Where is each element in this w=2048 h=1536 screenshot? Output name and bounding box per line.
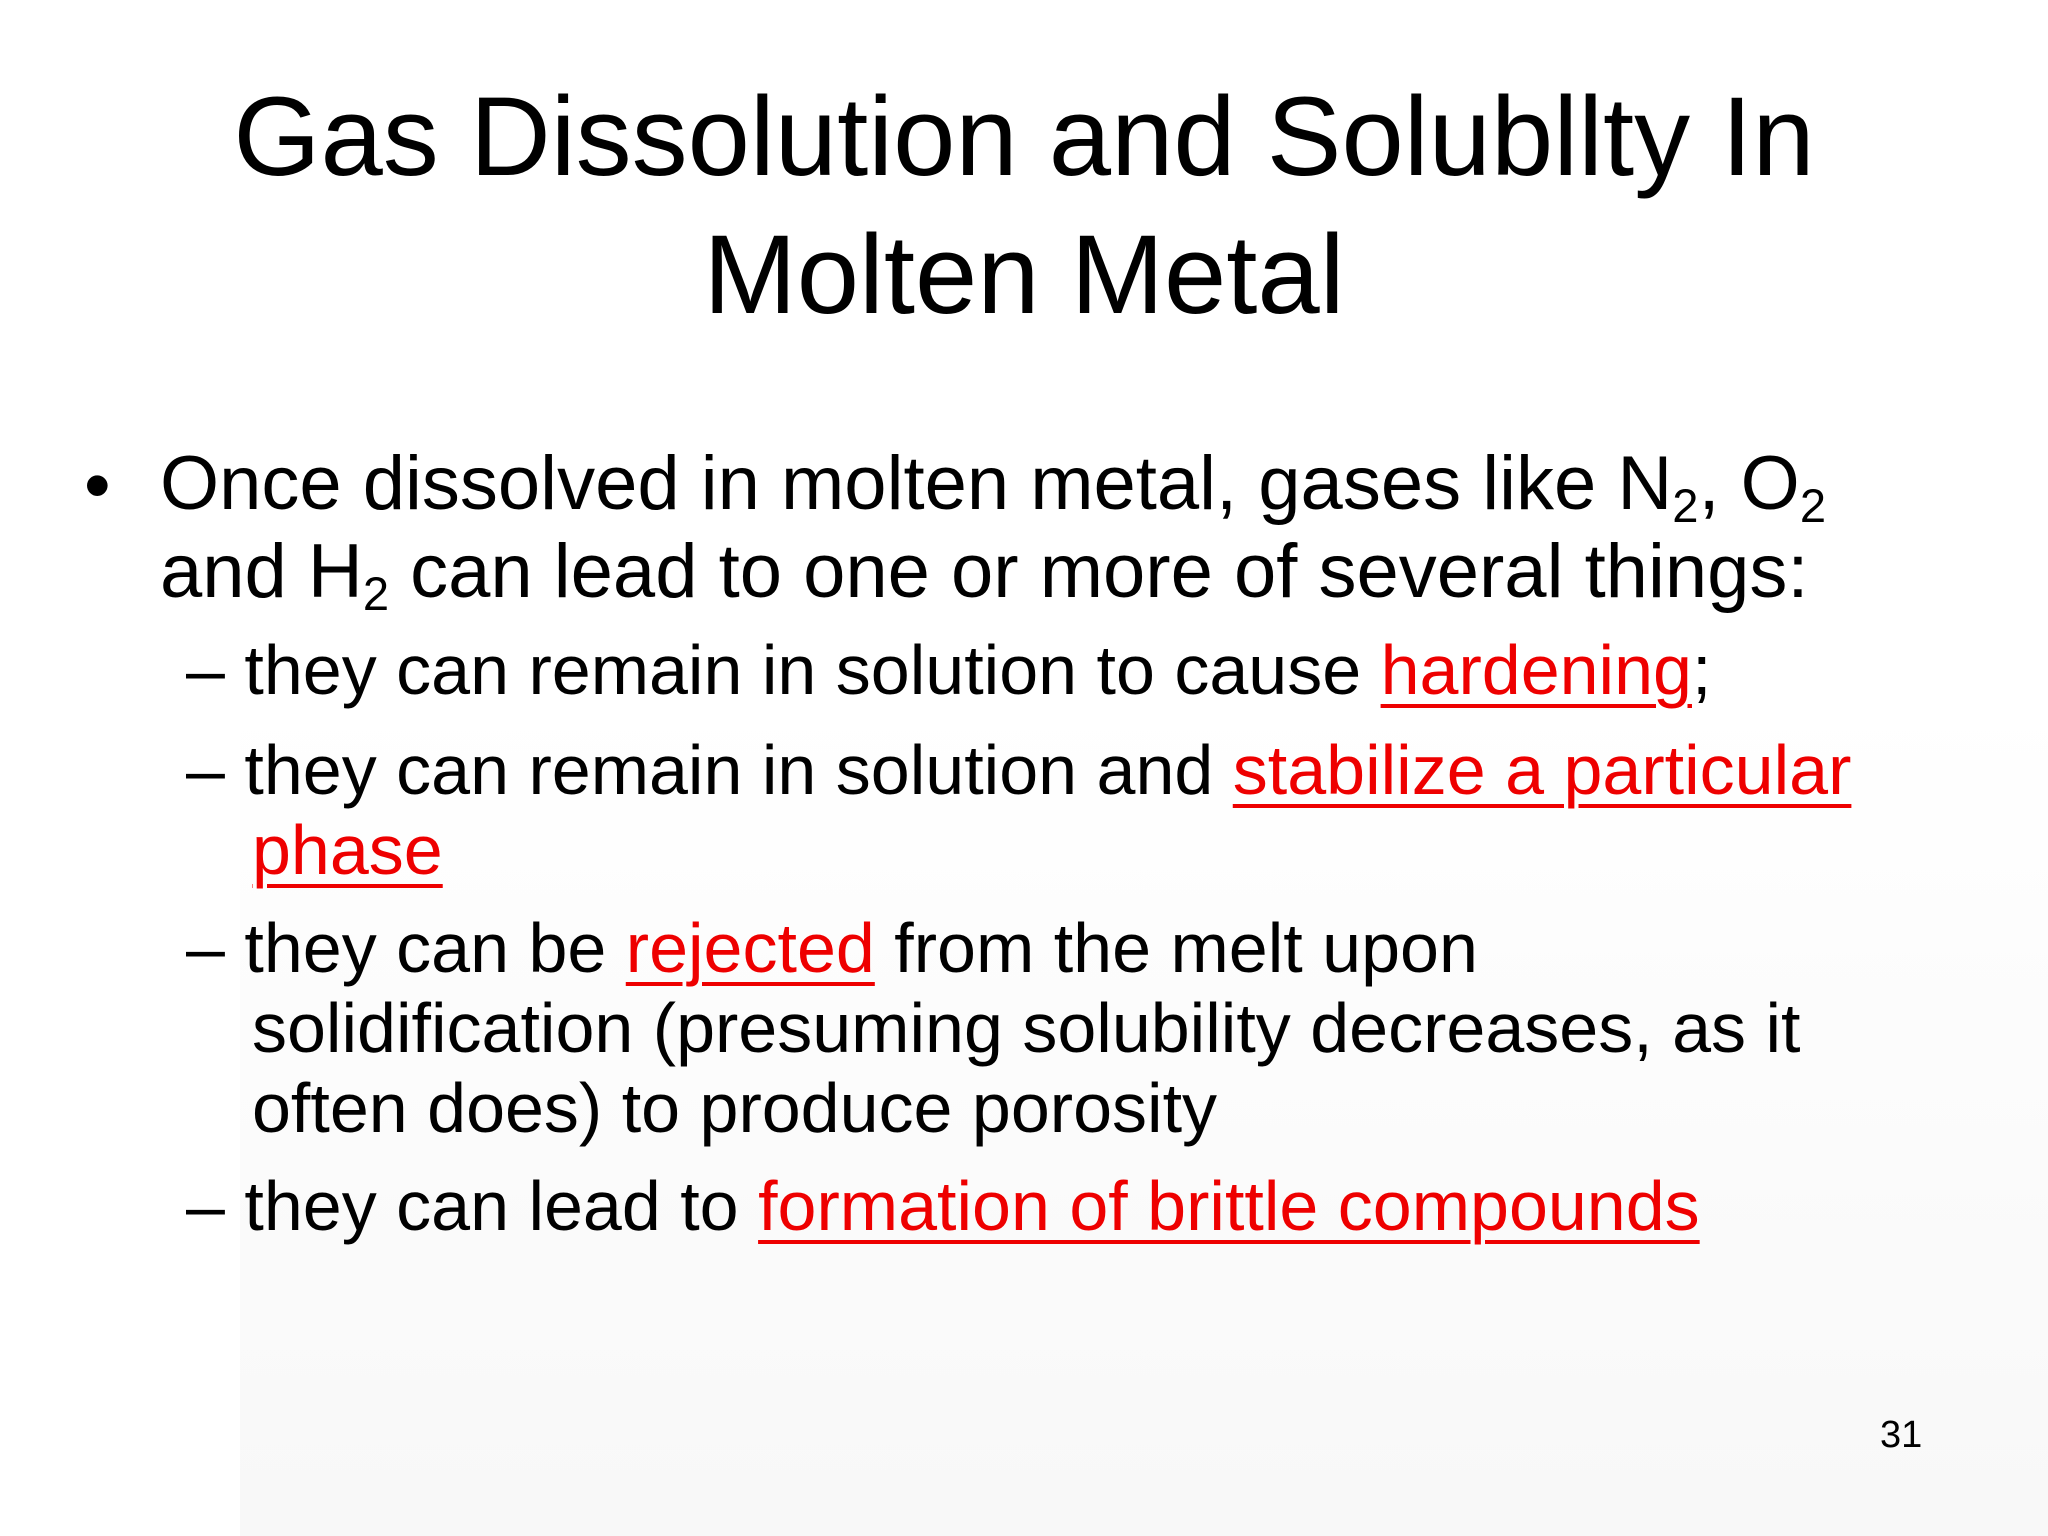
highlight-brittle-compounds: formation of brittle compounds	[758, 1167, 1700, 1245]
sub-bullet-2-cont	[252, 810, 443, 890]
title-line-1: Gas Dissolution and Solubllty In	[233, 74, 1815, 199]
subscript-h: 2	[362, 567, 390, 621]
sub-bullet-1-suffix: ;	[1691, 631, 1712, 709]
sub-bullet-3-suffix: from the melt upon	[874, 909, 1478, 987]
highlight-rejected: rejected	[625, 909, 875, 987]
sub-bullet-3	[186, 908, 1478, 988]
sub-bullet-2	[186, 730, 1851, 810]
sub-bullet-2-prefix: – they can remain in solution and	[186, 731, 1233, 809]
main-bullet-line-2	[160, 528, 1809, 625]
sub-bullet-1-prefix: – they can remain in solution to cause	[186, 631, 1381, 709]
main-bullet-text-3: and H	[160, 529, 363, 614]
highlight-stabilize: stabilize a particular	[1232, 731, 1852, 809]
subscript-n: 2	[1672, 479, 1699, 533]
highlight-phase: phase	[252, 811, 443, 889]
slide-title	[0, 68, 2048, 344]
title-line-2: Molten Metal	[703, 212, 1345, 337]
main-bullet-text-4: can lead to one or more of several things:	[389, 529, 1809, 614]
sub-bullet-3-prefix: – they can be	[186, 909, 626, 987]
sub-bullet-4	[186, 1166, 1700, 1246]
sub-bullet-3-line-2: solidification (presuming solubility decreases, as it	[252, 989, 1801, 1067]
sub-bullet-4-prefix: – they can lead to	[186, 1167, 759, 1245]
subscript-o: 2	[1799, 479, 1827, 533]
page-number: 31	[1880, 1414, 1923, 1456]
sub-bullet-3-line-3: often does) to produce porosity	[252, 1069, 1218, 1147]
bullet-symbol: •	[84, 443, 111, 528]
highlight-hardening: hardening	[1380, 631, 1692, 709]
main-bullet-text-2: , O	[1698, 441, 1800, 526]
main-bullet-line-1	[160, 440, 1826, 537]
main-bullet-text-1: Once dissolved in molten metal, gases like N	[160, 441, 1673, 526]
sub-bullet-1	[186, 630, 1711, 710]
